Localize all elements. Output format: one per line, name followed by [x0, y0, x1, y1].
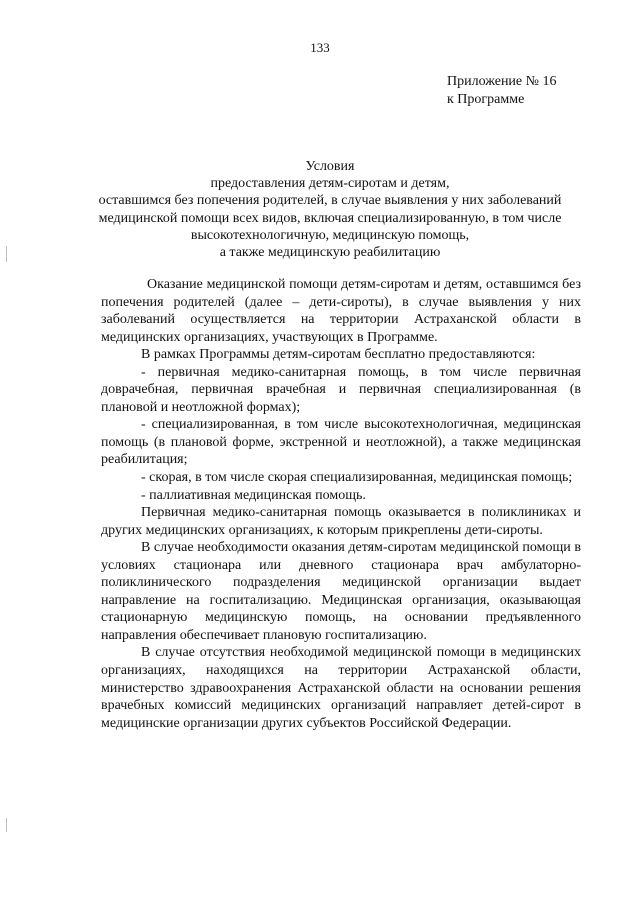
document-body	[101, 276, 581, 732]
title-line: оставшимся без попечения родителей, в случае выявления у них заболеваний	[98, 193, 562, 209]
page-number: 133	[310, 40, 330, 55]
appendix-number: Приложение № 16	[447, 74, 557, 89]
list-item: - первичная медико-санитарная помощь, в том числе первичная доврачебная, первичная врачебная и первичная специализированная (в плановой и неотложной формах);	[101, 364, 581, 415]
title-line: предоставления детям-сиротам и детям,	[210, 176, 450, 192]
document-title	[80, 158, 580, 261]
appendix-reference: к Программе	[447, 92, 525, 107]
list-item: - специализированная, в том числе высокотехнологичная, медицинская помощь (в плановой форме, экстренной и неотложной), а также медицинская реабилитация;	[101, 417, 581, 468]
title-line: Условия	[305, 159, 355, 174]
list-item: - паллиативная медицинская помощь.	[141, 487, 366, 503]
paragraph: В рамках Программы детям-сиротам бесплатно предоставляются:	[141, 347, 536, 363]
appendix-heading	[447, 73, 557, 109]
title-line: высокотехнологичную, медицинскую помощь,	[190, 227, 470, 243]
scan-mark	[6, 246, 7, 262]
list-item: - скорая, в том числе скорая специализированная, медицинская помощь;	[141, 470, 573, 486]
scan-mark	[6, 818, 7, 832]
title-line: медицинской помощи всех видов, включая специализированную, в том числе	[98, 210, 562, 226]
paragraph: Первичная медико-санитарная помощь оказывается в поликлиниках и других медицинских организациях, к которым прикреплены дети-сироты.	[101, 505, 581, 538]
paragraph: В случае необходимости оказания детям-сиротам медицинской помощи в условиях стационара или дневного стационара врач амбулаторно-поликлинического подразделения медицинской организации выдает направление на госпитализацию. Медицинская организация, оказывающая стационарную медицинскую помощь, на основании предъявленного направления обеспечивает плановую госпитализацию.	[101, 540, 581, 643]
paragraph: В случае отсутствия необходимой медицинской помощи в медицинских организациях, находящихся на территории Астраханской области, министерство здравоохранения Астраханской области на основании решения врачебных комиссий медицинских организаций направляет детей-сирот в медицинские организации других субъектов Российской Федерации.	[101, 645, 581, 731]
title-line: а также медицинскую реабилитацию	[219, 245, 441, 261]
paragraph: Оказание медицинской помощи детям-сиротам и детям, оставшимся без попечения родителей (далее – дети-сироты), в случае выявления у них заболеваний осуществляется на территории Астраханской области в медицинских организациях, участвующих в Программе.	[101, 277, 581, 345]
